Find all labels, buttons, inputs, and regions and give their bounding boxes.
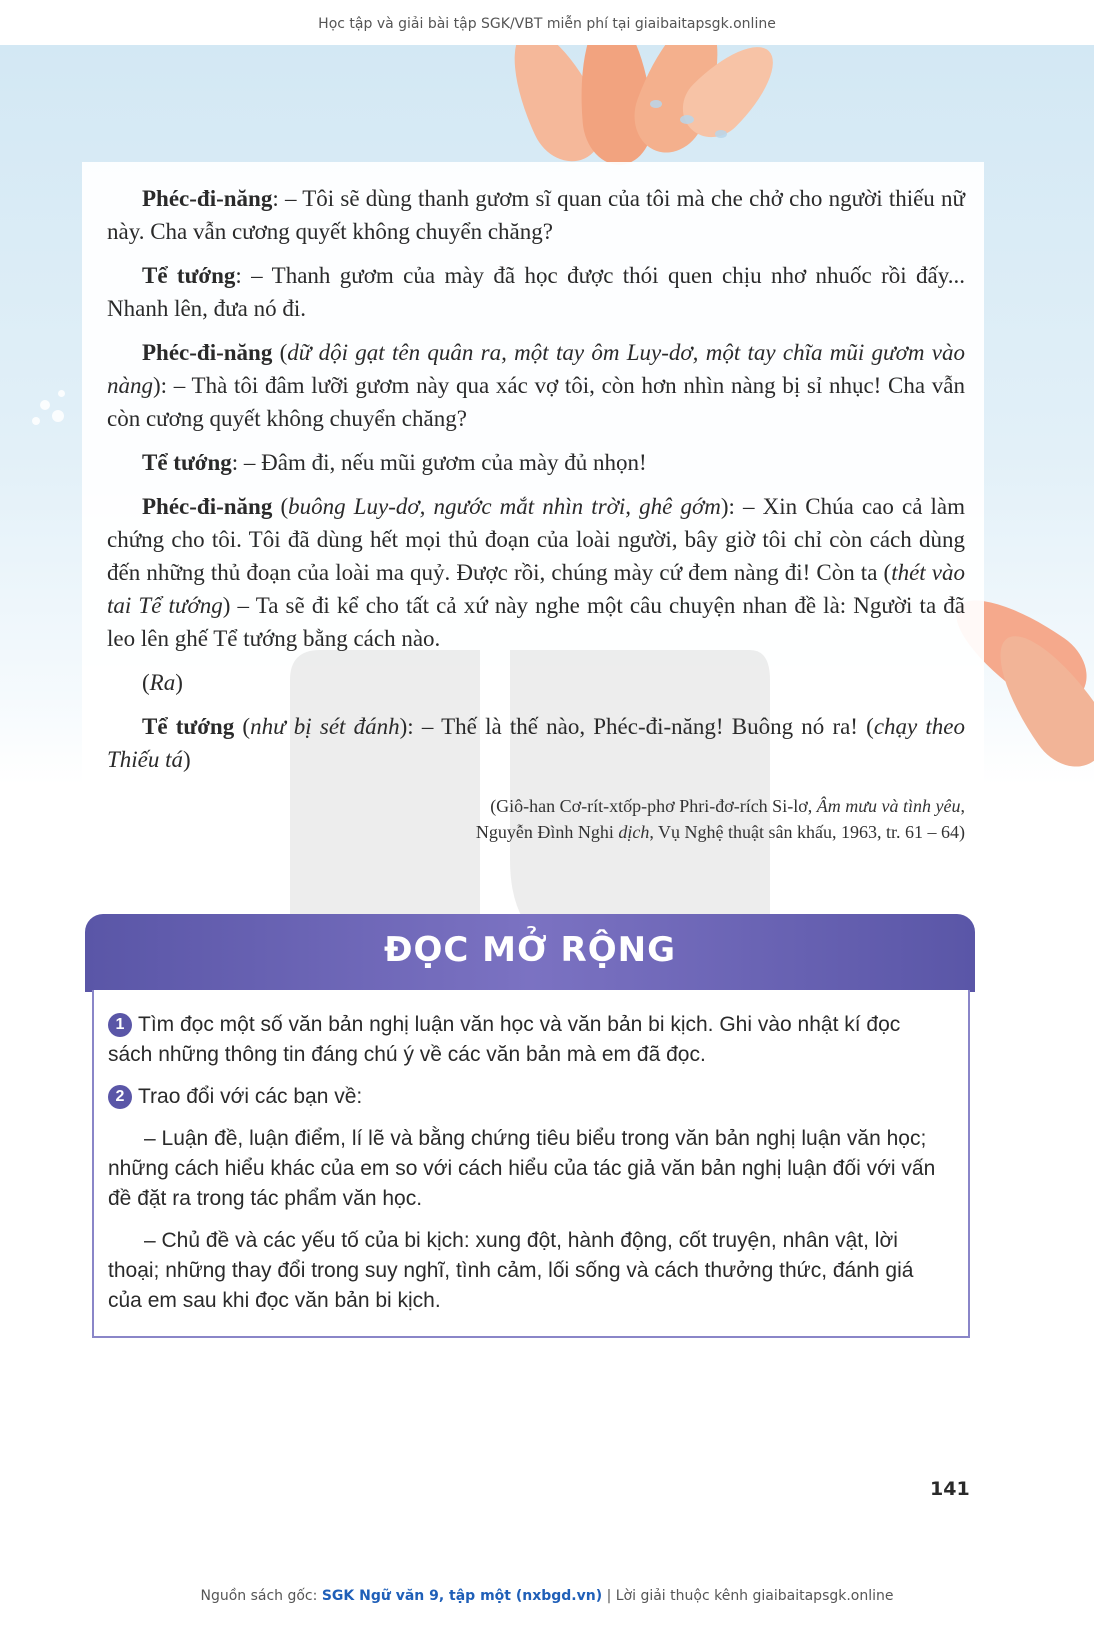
dot-decoration xyxy=(650,100,662,108)
stage-direction: Ra xyxy=(149,670,176,695)
dialogue-text: : – Đâm đi, nếu mũi gươm của mày đủ nhọn! xyxy=(231,450,647,475)
extended-reading-content xyxy=(108,1010,950,1328)
discussion-point: – Chủ đề và các yếu tố của bi kịch: xung đột, hành động, cốt truyện, nhân vật, lời thoại; những thay đổi trong suy nghĩ, tình cảm, lối sống và cách thưởng thức, đánh giá của em sau khi đọc văn bản bi kịch. xyxy=(108,1229,914,1312)
citation-text: (Giô-han Cơ-rít-xtốp-phơ Phri-đơ-rích Si-lơ, xyxy=(490,796,817,816)
dialogue-text: ): – Xin Chúa cao cả làm chứng cho tôi. Tôi đã dùng hết mọi thủ đoạn của loài người, bây giờ tôi chỉ còn cách dùng đến những thủ đoạn của loài ma quỷ. Được rồi, chúng mày cứ đem nàng đi! Còn ta ( xyxy=(107,494,966,585)
paren: ( xyxy=(272,340,288,365)
stage-direction: thét vào tai Tể tướng xyxy=(107,560,965,618)
page-header: Học tập và giải bài tập SGK/VBT miễn phí tại giaibaitapsgk.online xyxy=(0,0,1094,45)
page-footer xyxy=(0,1588,1094,1604)
dot-decoration xyxy=(58,390,65,397)
speaker-name: Tể tướng xyxy=(142,714,235,739)
paren: ( xyxy=(272,494,289,519)
speaker-name: Tể tướng xyxy=(142,450,232,475)
source-citation xyxy=(300,793,965,845)
dot-decoration xyxy=(680,115,694,124)
dialogue-paragraph xyxy=(107,666,965,699)
stage-direction: buông Luy-dơ, ngước mắt nhìn trời, ghê gớm xyxy=(288,494,721,519)
citation-text: , Vụ Nghệ thuật sân khấu, 1963, tr. 61 – 64) xyxy=(649,822,965,842)
discussion-point: – Luận đề, luận điểm, lí lẽ và bằng chứng tiêu biểu trong văn bản nghị luận văn học; những cách hiểu khác của em so với cách hiểu của tác giả văn bản nghị luận đối với vấn đề đặt ra trong tác phẩm văn học. xyxy=(108,1127,936,1210)
dialogue-text: : – Tôi sẽ dùng thanh gươm sĩ quan của tôi mà che chở cho người thiếu nữ này. Cha vẫn cương quyết không chuyển chăng? xyxy=(107,186,965,244)
citation-line xyxy=(300,793,965,819)
citation-line xyxy=(300,819,965,845)
stage-direction: như bị sét đánh xyxy=(250,714,400,739)
paren: ( xyxy=(234,714,251,739)
stage-direction: chạy theo Thiếu tá xyxy=(107,714,966,772)
play-excerpt xyxy=(107,182,965,787)
dialogue-paragraph xyxy=(107,336,965,435)
paren: ) xyxy=(183,747,191,772)
task-item xyxy=(108,1082,950,1112)
citation-text: Nguyễn Đình Nghi xyxy=(475,822,619,842)
dialogue-paragraph xyxy=(107,490,965,655)
dialogue-paragraph xyxy=(107,259,965,325)
speaker-name: Phéc-đi-năng xyxy=(142,494,273,519)
speaker-name: Tể tướng xyxy=(142,263,236,288)
footer-suffix: | Lời giải thuộc kênh giaibaitapsgk.online xyxy=(602,1588,894,1604)
citation-text: , xyxy=(960,796,965,816)
dialogue-paragraph xyxy=(107,446,965,479)
dot-decoration xyxy=(32,417,40,425)
task-number-badge: 1 xyxy=(108,1013,132,1037)
task-number-badge: 2 xyxy=(108,1085,132,1109)
speaker-name: Phéc-đi-năng xyxy=(142,340,273,365)
dialogue-text: : – Thanh gươm của mày đã học được thói quen chịu nhơ nhuốc rồi đấy... Nhanh lên, đưa nó đi. xyxy=(107,263,965,321)
dot-decoration xyxy=(40,400,50,410)
stage-direction: dữ dội gạt tên quân ra, một tay ôm Luy-dơ, một tay chĩa mũi gươm vào nàng xyxy=(107,340,965,398)
task-text: Tìm đọc một số văn bản nghị luận văn học và văn bản bi kịch. Ghi vào nhật kí đọc sách những thông tin đáng chú ý về các văn bản mà em đã đọc. xyxy=(108,1013,901,1066)
page-number: 141 xyxy=(930,1478,970,1500)
dot-decoration xyxy=(715,130,727,138)
dot-decoration xyxy=(52,410,64,422)
paren: ( xyxy=(142,670,150,695)
task-text: Trao đổi với các bạn về: xyxy=(138,1085,363,1108)
paren: ) xyxy=(175,670,183,695)
task-item xyxy=(108,1010,950,1070)
dialogue-text: ): – Thà tôi đâm lưỡi gươm này qua xác vợ tôi, còn hơn nhìn nàng bị sỉ nhục! Cha vẫn còn cương quyết không chuyển chăng? xyxy=(107,373,965,431)
citation-translator-note: dịch xyxy=(618,822,650,842)
extended-reading-title: ĐỌC MỞ RỘNG xyxy=(384,930,676,970)
footer-prefix: Nguồn sách gốc: xyxy=(200,1588,322,1604)
dialogue-paragraph xyxy=(107,182,965,248)
dialogue-text: ) – Ta sẽ đi kể cho tất cả xứ này nghe một câu chuyện nhan đề là: Người ta đã leo lên ghế Tể tướng bằng cách nào. xyxy=(107,593,965,651)
dialogue-paragraph xyxy=(107,710,965,776)
footer-source-link[interactable]: SGK Ngữ văn 9, tập một (nxbgd.vn) xyxy=(321,1588,603,1604)
speaker-name: Phéc-đi-năng xyxy=(142,186,273,211)
citation-work-title: Âm mưu và tình yêu xyxy=(816,796,961,816)
dialogue-text: ): – Thế là thế nào, Phéc-đi-năng! Buông nó ra! ( xyxy=(399,714,874,739)
